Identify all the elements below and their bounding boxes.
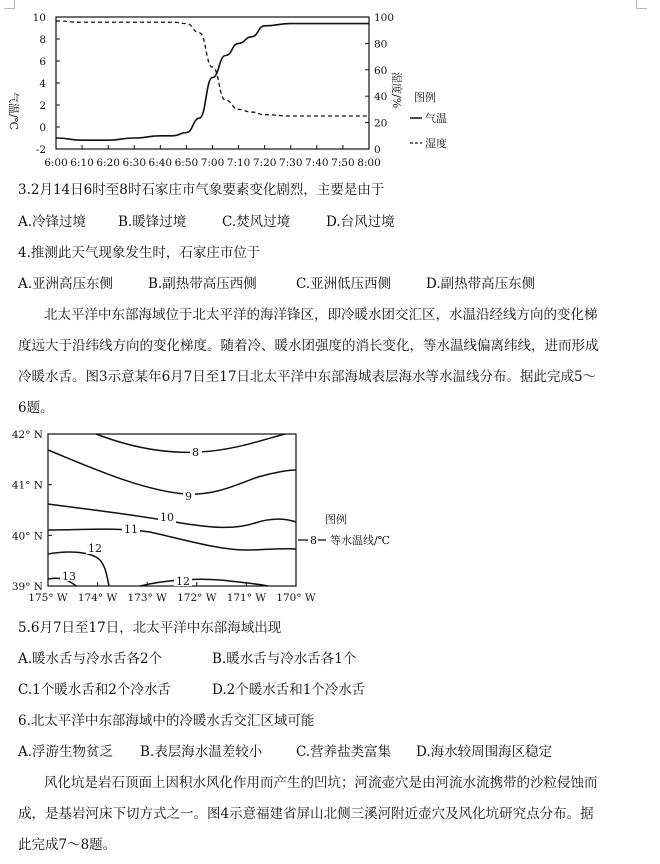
isotherm-12-west	[48, 552, 109, 586]
passage-1-line-4: 6题。	[18, 400, 54, 416]
legend-sample-value: 8	[310, 534, 317, 547]
isotherm-label-10: 10	[160, 511, 174, 524]
y-tick-label: 40° N	[11, 530, 43, 543]
x-tick-label: 6:20	[96, 157, 120, 169]
y-right-tick-label: 100	[374, 12, 395, 24]
option-d[interactable]: D.副热带高压东侧	[426, 276, 536, 292]
option-a[interactable]: A.暖水舌与冷水舌各2个	[18, 651, 163, 667]
x-tick-label: 174° W	[77, 592, 118, 604]
y-tick-label: 42° N	[11, 429, 43, 441]
question-4: 4.推测此天气现象发生时，石家庄市位于	[18, 245, 261, 261]
y-right-tick-label: 80	[374, 38, 388, 51]
option-d[interactable]: D.台风过境	[326, 214, 395, 230]
x-tick-label: 6:10	[70, 157, 94, 169]
y-right-tick-label: 60	[374, 64, 388, 77]
x-tick-label: 7:10	[226, 157, 251, 169]
series-line-humidity	[56, 21, 369, 116]
option-a[interactable]: A.亚洲高压东侧	[18, 276, 114, 292]
legend-label-temperature: 气温	[425, 112, 447, 125]
passage-1-line-2: 度远大于沿纬线方向的变化梯度。随着冷、暖水团强度的消长变化，等水温线偏离纬线，进而形成	[18, 338, 599, 354]
option-b[interactable]: B.副热带高压西侧	[148, 276, 257, 292]
passage-1-line-3: 冷暖水舌。图3示意某年6月7日至17日北太平洋中东部海城表层海水等水温线分布。据此完成5～	[18, 369, 597, 385]
option-b[interactable]: B.表层海水温差较小	[140, 744, 263, 760]
y-right-tick-label: 40	[374, 91, 388, 104]
option-d[interactable]: D.海水较周围海区稳定	[416, 744, 553, 760]
isotherm-label-9: 9	[185, 490, 192, 503]
question-6: 6.北太平洋中东部海域中的冷暖水舌交汇区域可能	[18, 713, 315, 729]
temperature-humidity-chart	[0, 0, 420, 176]
y-tick-label: 41° N	[11, 479, 43, 492]
question-5: 5.6月7日至17日，北太平洋中东部海域出现	[18, 620, 282, 636]
isotherm-label-11: 11	[124, 523, 138, 536]
legend-label-humidity: 湿度	[425, 137, 447, 150]
y-left-tick-label: 2	[39, 100, 46, 112]
x-tick-label: 6:50	[174, 157, 199, 169]
legend-title: 图例	[414, 91, 436, 104]
x-tick-label: 170° W	[276, 592, 316, 604]
y-left-tick-label: -2	[35, 144, 46, 156]
x-tick-label: 7:00	[200, 157, 225, 169]
x-tick-label: 173° W	[127, 592, 167, 604]
x-tick-label: 171° W	[226, 592, 267, 604]
x-tick-label: 7:40	[305, 157, 329, 169]
passage-2-line-3: 此完成7～8题。	[18, 837, 117, 853]
x-tick-label: 8:00	[357, 157, 381, 169]
option-d[interactable]: D.2个暖水舌和1个冷水舌	[212, 682, 366, 698]
legend-title: 图例	[325, 513, 347, 526]
question-3: 3.2月14日6时至8时石家庄市气象要素变化剧烈，主要是由于	[18, 182, 385, 198]
x-tick-label: 6:00	[44, 157, 68, 169]
chart1-legend	[405, 88, 465, 158]
y-left-tick-label: 4	[39, 78, 46, 90]
x-tick-label: 6:30	[122, 157, 147, 169]
y-left-tick-label: 8	[39, 34, 46, 46]
right-axis-label: 湿度/%	[390, 72, 403, 109]
y-tick-label: 39° N	[11, 581, 43, 593]
x-tick-label: 7:50	[331, 157, 355, 169]
x-tick-label: 7:20	[252, 157, 277, 169]
y-left-tick-label: 10	[32, 12, 46, 24]
y-right-tick-label: 0	[374, 144, 381, 156]
isotherm-label-12-west: 12	[88, 542, 102, 555]
plot-frame	[56, 17, 369, 149]
isotherm-map	[0, 422, 430, 612]
option-b[interactable]: B.暖锋过境	[118, 214, 187, 230]
option-a[interactable]: A.冷锋过境	[18, 214, 87, 230]
option-b[interactable]: B.暖水舌与冷水舌各1个	[212, 651, 357, 667]
option-c[interactable]: C.1个暖水舌和2个冷水舌	[18, 682, 171, 698]
isotherm-9	[48, 450, 296, 494]
option-c[interactable]: C.营养盐类富集	[296, 744, 392, 760]
page-corner-mark	[636, 0, 647, 9]
passage-2-line-1: 风化坑是岩石顶面上因积水风化作用而产生的凹坑；河流壶穴是由河流水流携带的沙粒侵蚀而	[44, 775, 598, 791]
option-c[interactable]: C.焚风过境	[222, 214, 291, 230]
passage-1-line-1: 北太平洋中东部海域位于北太平洋的海洋锋区，即冷暖水团交汇区，水温沿经线方向的变化梯	[44, 307, 598, 323]
x-tick-label: 172° W	[177, 592, 217, 604]
option-a[interactable]: A.浮游生物贫乏	[18, 744, 114, 760]
y-left-tick-label: 6	[39, 56, 46, 68]
left-axis-label: 气温/℃	[7, 92, 20, 131]
isotherm-label-13: 13	[62, 570, 76, 583]
passage-2-line-2: 成，是基岩河床下切方式之一。图4示意福建省屏山北侧三溪河附近壶穴及风化坑研究点分布。据	[18, 806, 594, 822]
x-tick-label: 6:40	[148, 157, 173, 169]
series-line-temperature	[56, 24, 369, 141]
isotherm-label-8: 8	[192, 446, 199, 459]
x-tick-label: 7:30	[278, 157, 303, 169]
legend-label-isotherm: 等水温线/℃	[330, 534, 391, 547]
isotherm-12-east	[140, 579, 268, 586]
isotherm-label-12-east: 12	[176, 575, 190, 588]
y-left-tick-label: 0	[39, 122, 46, 134]
option-c[interactable]: C.亚洲低压西侧	[296, 276, 392, 292]
isotherm-11	[48, 529, 296, 550]
x-tick-label: 175° W	[28, 592, 68, 604]
y-right-tick-label: 20	[374, 117, 388, 130]
